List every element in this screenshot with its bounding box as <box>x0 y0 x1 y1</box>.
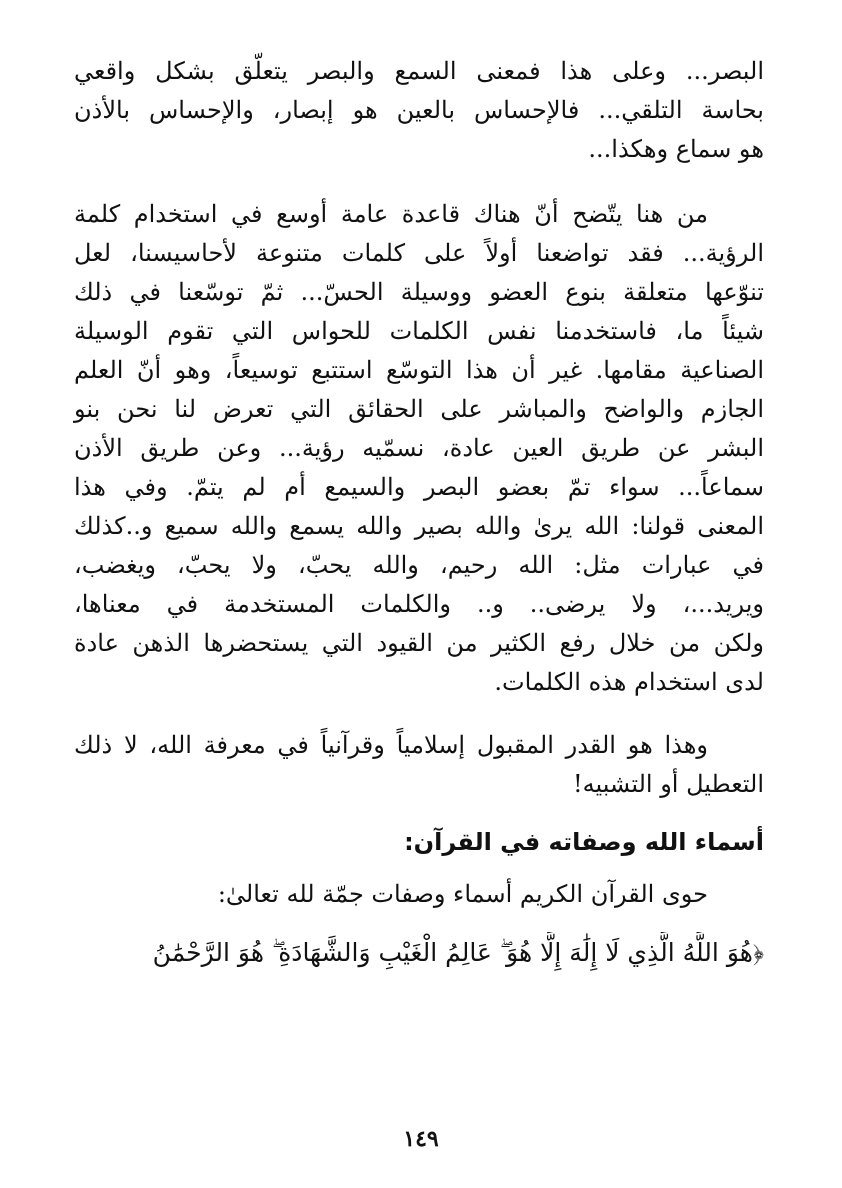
text-line: البصر... وعلى هذا فمعنى السمع والبصر يتعلّق بشكل واقعي <box>74 57 764 85</box>
text-line: لدى استخدام هذه الكلمات. <box>494 668 764 696</box>
intro-line: حوى القرآن الكريم أسماء وصفات جمّة لله تعالىٰ: <box>217 880 708 908</box>
section-heading: أسماء الله وصفاته في القرآن: <box>404 828 764 856</box>
paragraph-1 <box>74 52 764 169</box>
text-line: في عبارات مثل: الله رحيم، والله يحبّ، ولا يحبّ، ويغضب، <box>74 551 764 579</box>
text-line: من هنا يتّضح أنّ هناك قاعدة عامة أوسع في استخدام كلمة <box>74 200 708 228</box>
text-line: الصناعية مقامها. غير أن هذا التوسّع استتبع توسيعاً، وهو أنّ العلم <box>74 356 764 384</box>
text-line: الجازم والواضح والمباشر على الحقائق التي تعرض لنا نحن بنو <box>74 395 764 423</box>
text-line: بحاسة التلقي... فالإحساس بالعين هو إبصار، والإحساس بالأذن <box>74 96 764 124</box>
paragraph-3 <box>74 726 764 804</box>
text-line: ويريد...، ولا يرضى.. و.. والكلمات المستخدمة في معناها، <box>74 590 764 618</box>
text-line: المعنى قولنا: الله يرىٰ والله بصير والله يسمع والله سميع و..كذلك <box>74 512 764 540</box>
text-line: هو سماع وهكذا... <box>588 135 764 163</box>
text-line: ولكن من خلال رفع الكثير من القيود التي يستحضرها الذهن عادة <box>74 629 764 657</box>
text-line: سماعاً... سواء تمّ بعضو البصر والسيمع أم لم يتمّ. وفي هذا <box>74 473 764 501</box>
text-line: الرؤية... فقد تواضعنا أولاً على كلمات متنوعة لأحاسيسنا، لعل <box>74 239 764 267</box>
paragraph-2 <box>74 195 764 702</box>
page-body <box>74 52 764 974</box>
quran-verse: ﴿هُوَ اللَّهُ الَّذِي لَا إِلَٰهَ إِلَّا هُوَ ۖ عَالِمُ الْغَيْبِ وَالشَّهَادَةِ ۖ هُوَ الرَّحْمَٰنُ <box>152 938 764 967</box>
text-line: البشر عن طريق العين عادة، نسمّيه رؤية... وعن طريق الأذن <box>74 434 764 462</box>
text-line: شيئاً ما، فاستخدمنا نفس الكلمات للحواس التي تقوم الوسيلة <box>74 317 764 345</box>
text-line: تنوّعها متعلقة بنوع العضو ووسيلة الحسّ... ثمّ توسّعنا في ذلك <box>74 278 764 306</box>
page-number: ١٤٩ <box>403 1126 439 1152</box>
text-line: التعطيل أو التشبيه! <box>572 770 764 798</box>
text-line: وهذا هو القدر المقبول إسلامياً وقرآنياً في معرفة الله، لا ذلك <box>74 731 708 759</box>
